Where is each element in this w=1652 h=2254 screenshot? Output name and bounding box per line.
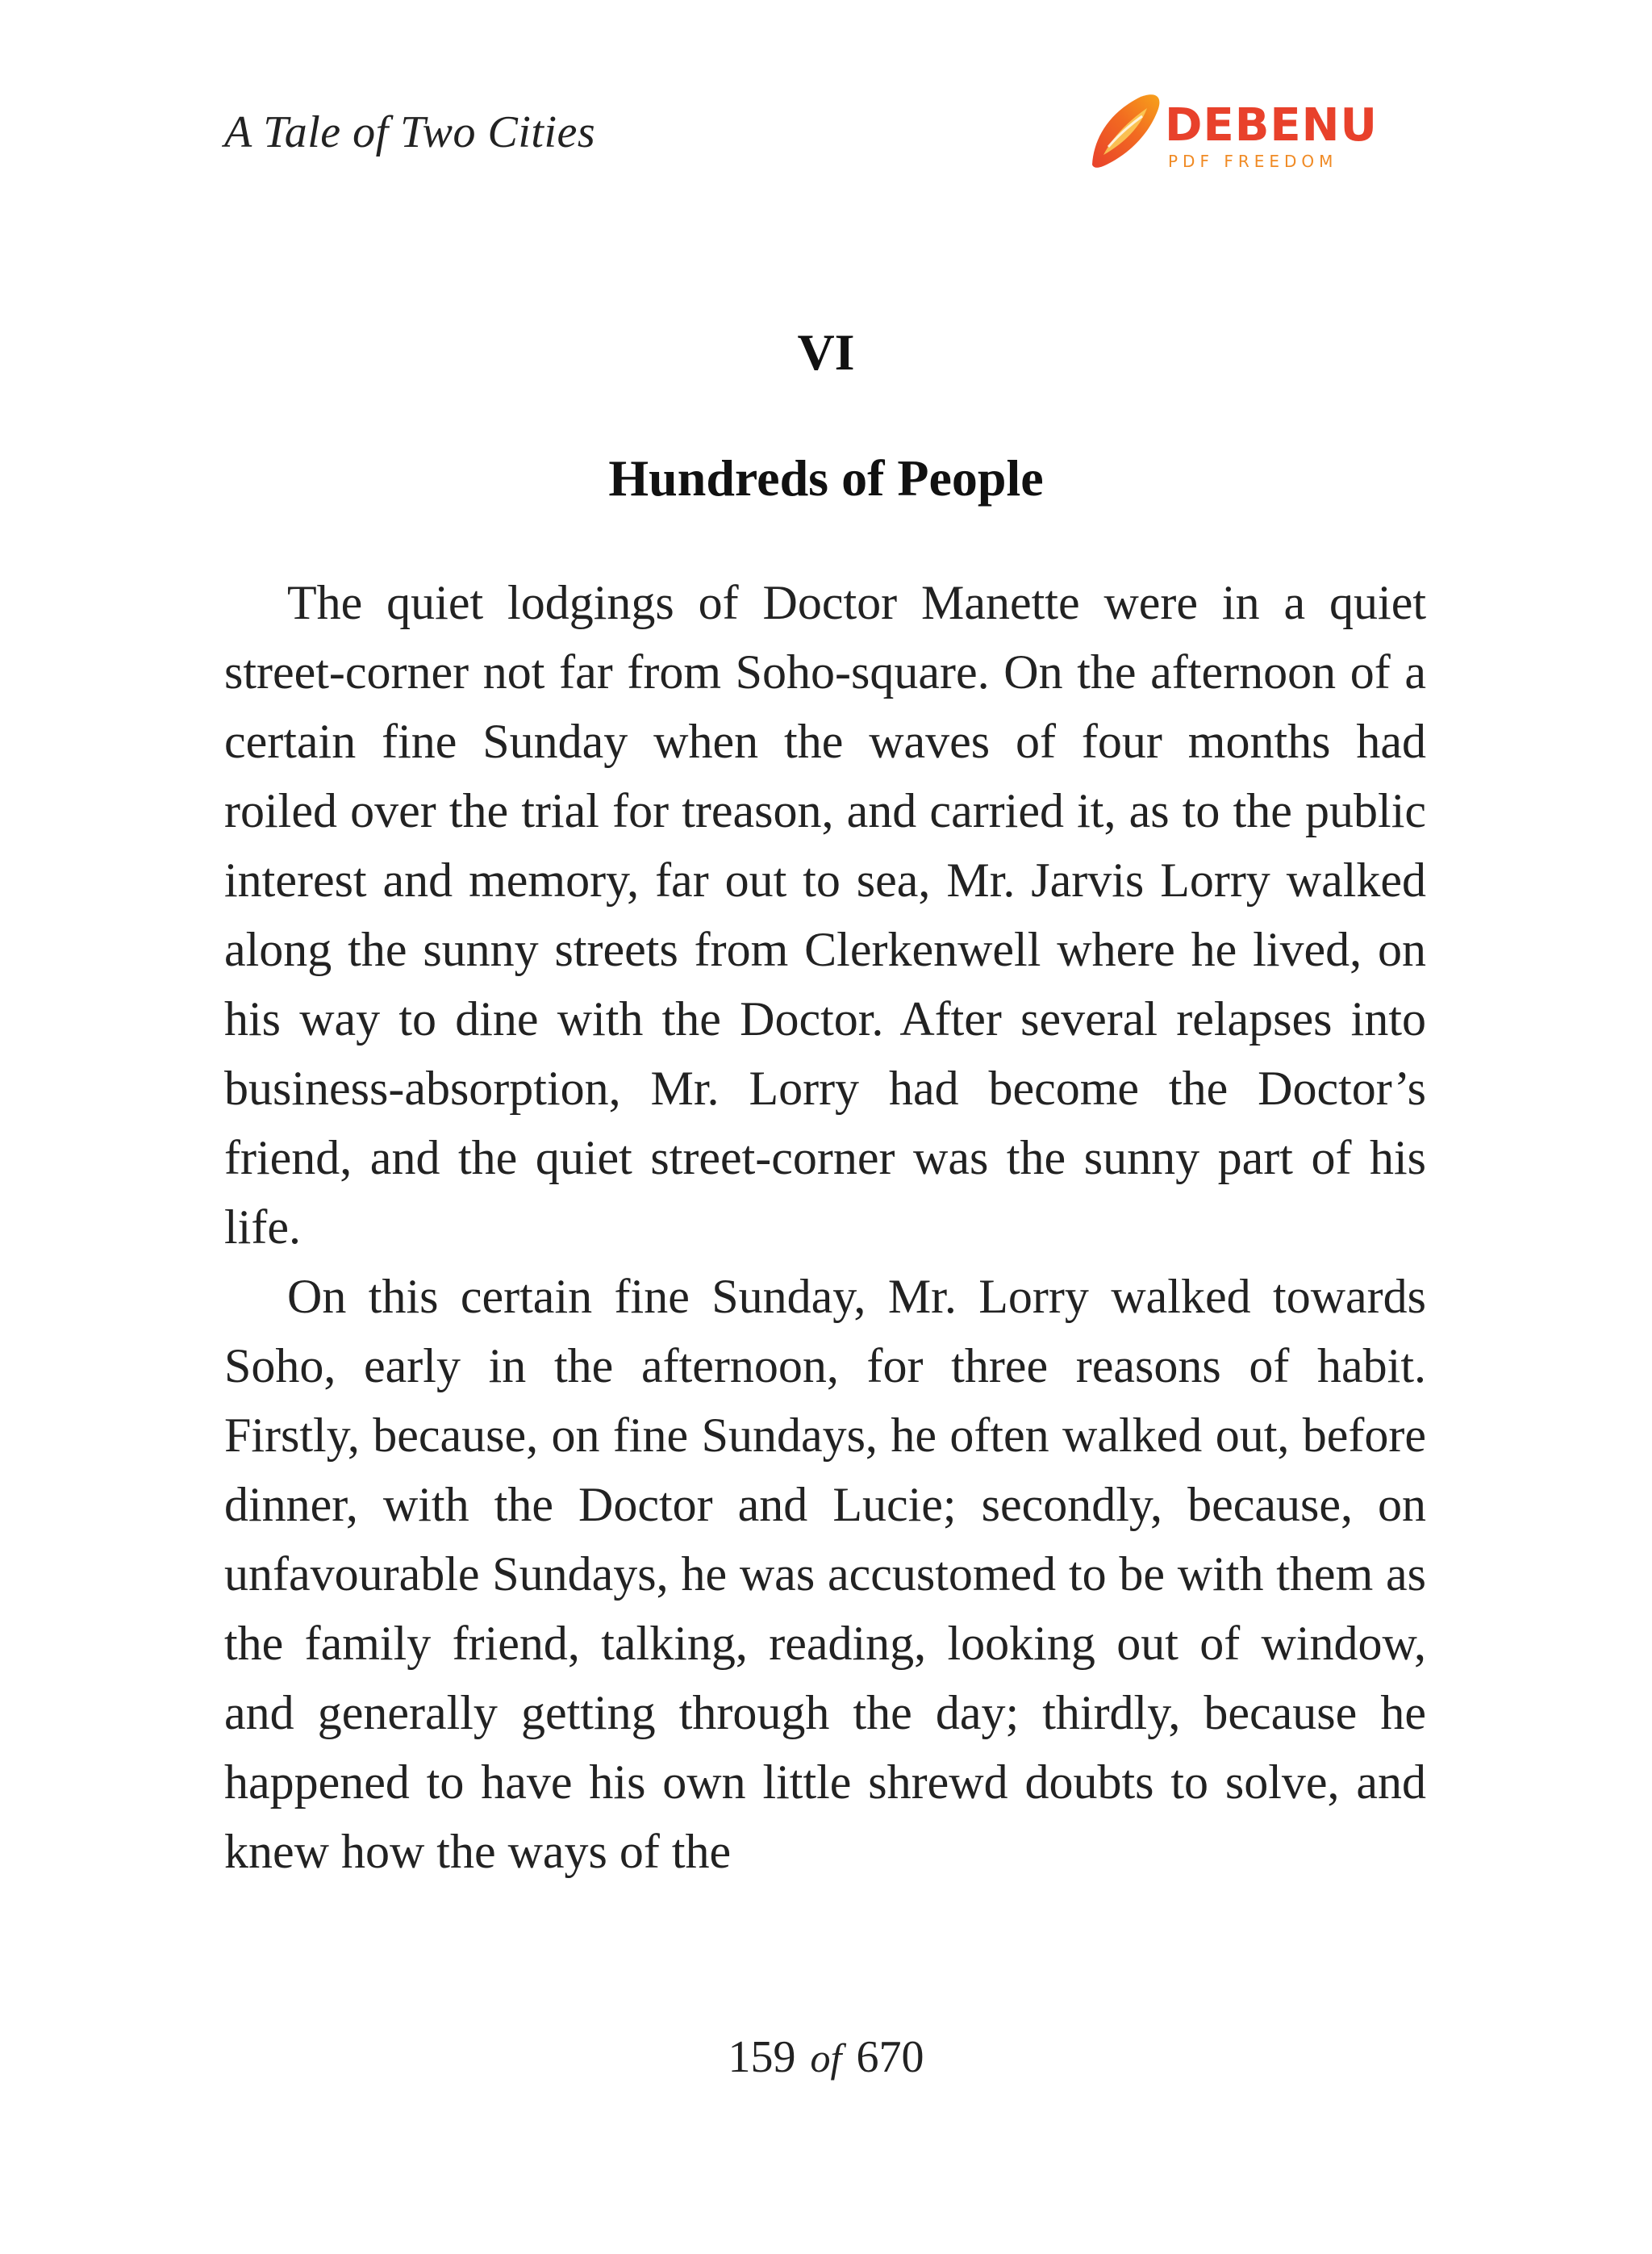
chapter-title: Hundreds of People [608, 449, 1044, 507]
debenu-logo [1084, 90, 1379, 179]
paragraph: The quiet lodgings of Doctor Manette were in a quiet street-corner not far from Soho-square. On the afternoon of a certain fine Sunday when the waves of four months had roiled over the trial for treason, and carried it, as to the public interest and memory, far out to sea, Mr. Jarvis Lorry walked along the sunny streets from Clerkenwell where he lived, on his way to dine with the Doctor. After several relapses into business-absorption, Mr. Lorry had become the Doctor’s friend, and the quiet street-corner was the sunny part of his life. [224, 576, 1426, 1254]
page-of-label: of [810, 2035, 842, 2081]
page-number [0, 2031, 1652, 2083]
total-pages: 670 [856, 2032, 924, 2082]
paragraph: On this certain fine Sunday, Mr. Lorry walked towards Soho, early in the afternoon, for three reasons of habit. Firstly, because, on fine Sundays, he often walked out, before dinner, with the Doctor and Lucie; secondly, because, on unfavourable Sundays, he was accustomed to be with them as the family friend, talking, reading, looking out of window, and generally getting through the day; thirdly, because he happened to have his own little shrewd doubts to solve, and knew how the ways of the [224, 1270, 1426, 1878]
chapter-body [224, 568, 1426, 1886]
debenu-flame-icon [1084, 90, 1165, 174]
running-head-book-title: A Tale of Two Cities [224, 107, 596, 157]
current-page: 159 [728, 2032, 796, 2082]
logo-tagline: PDF FREEDOM [1168, 152, 1338, 171]
logo-wordmark: DEBENU [1165, 99, 1379, 152]
chapter-number: VI [797, 323, 855, 381]
